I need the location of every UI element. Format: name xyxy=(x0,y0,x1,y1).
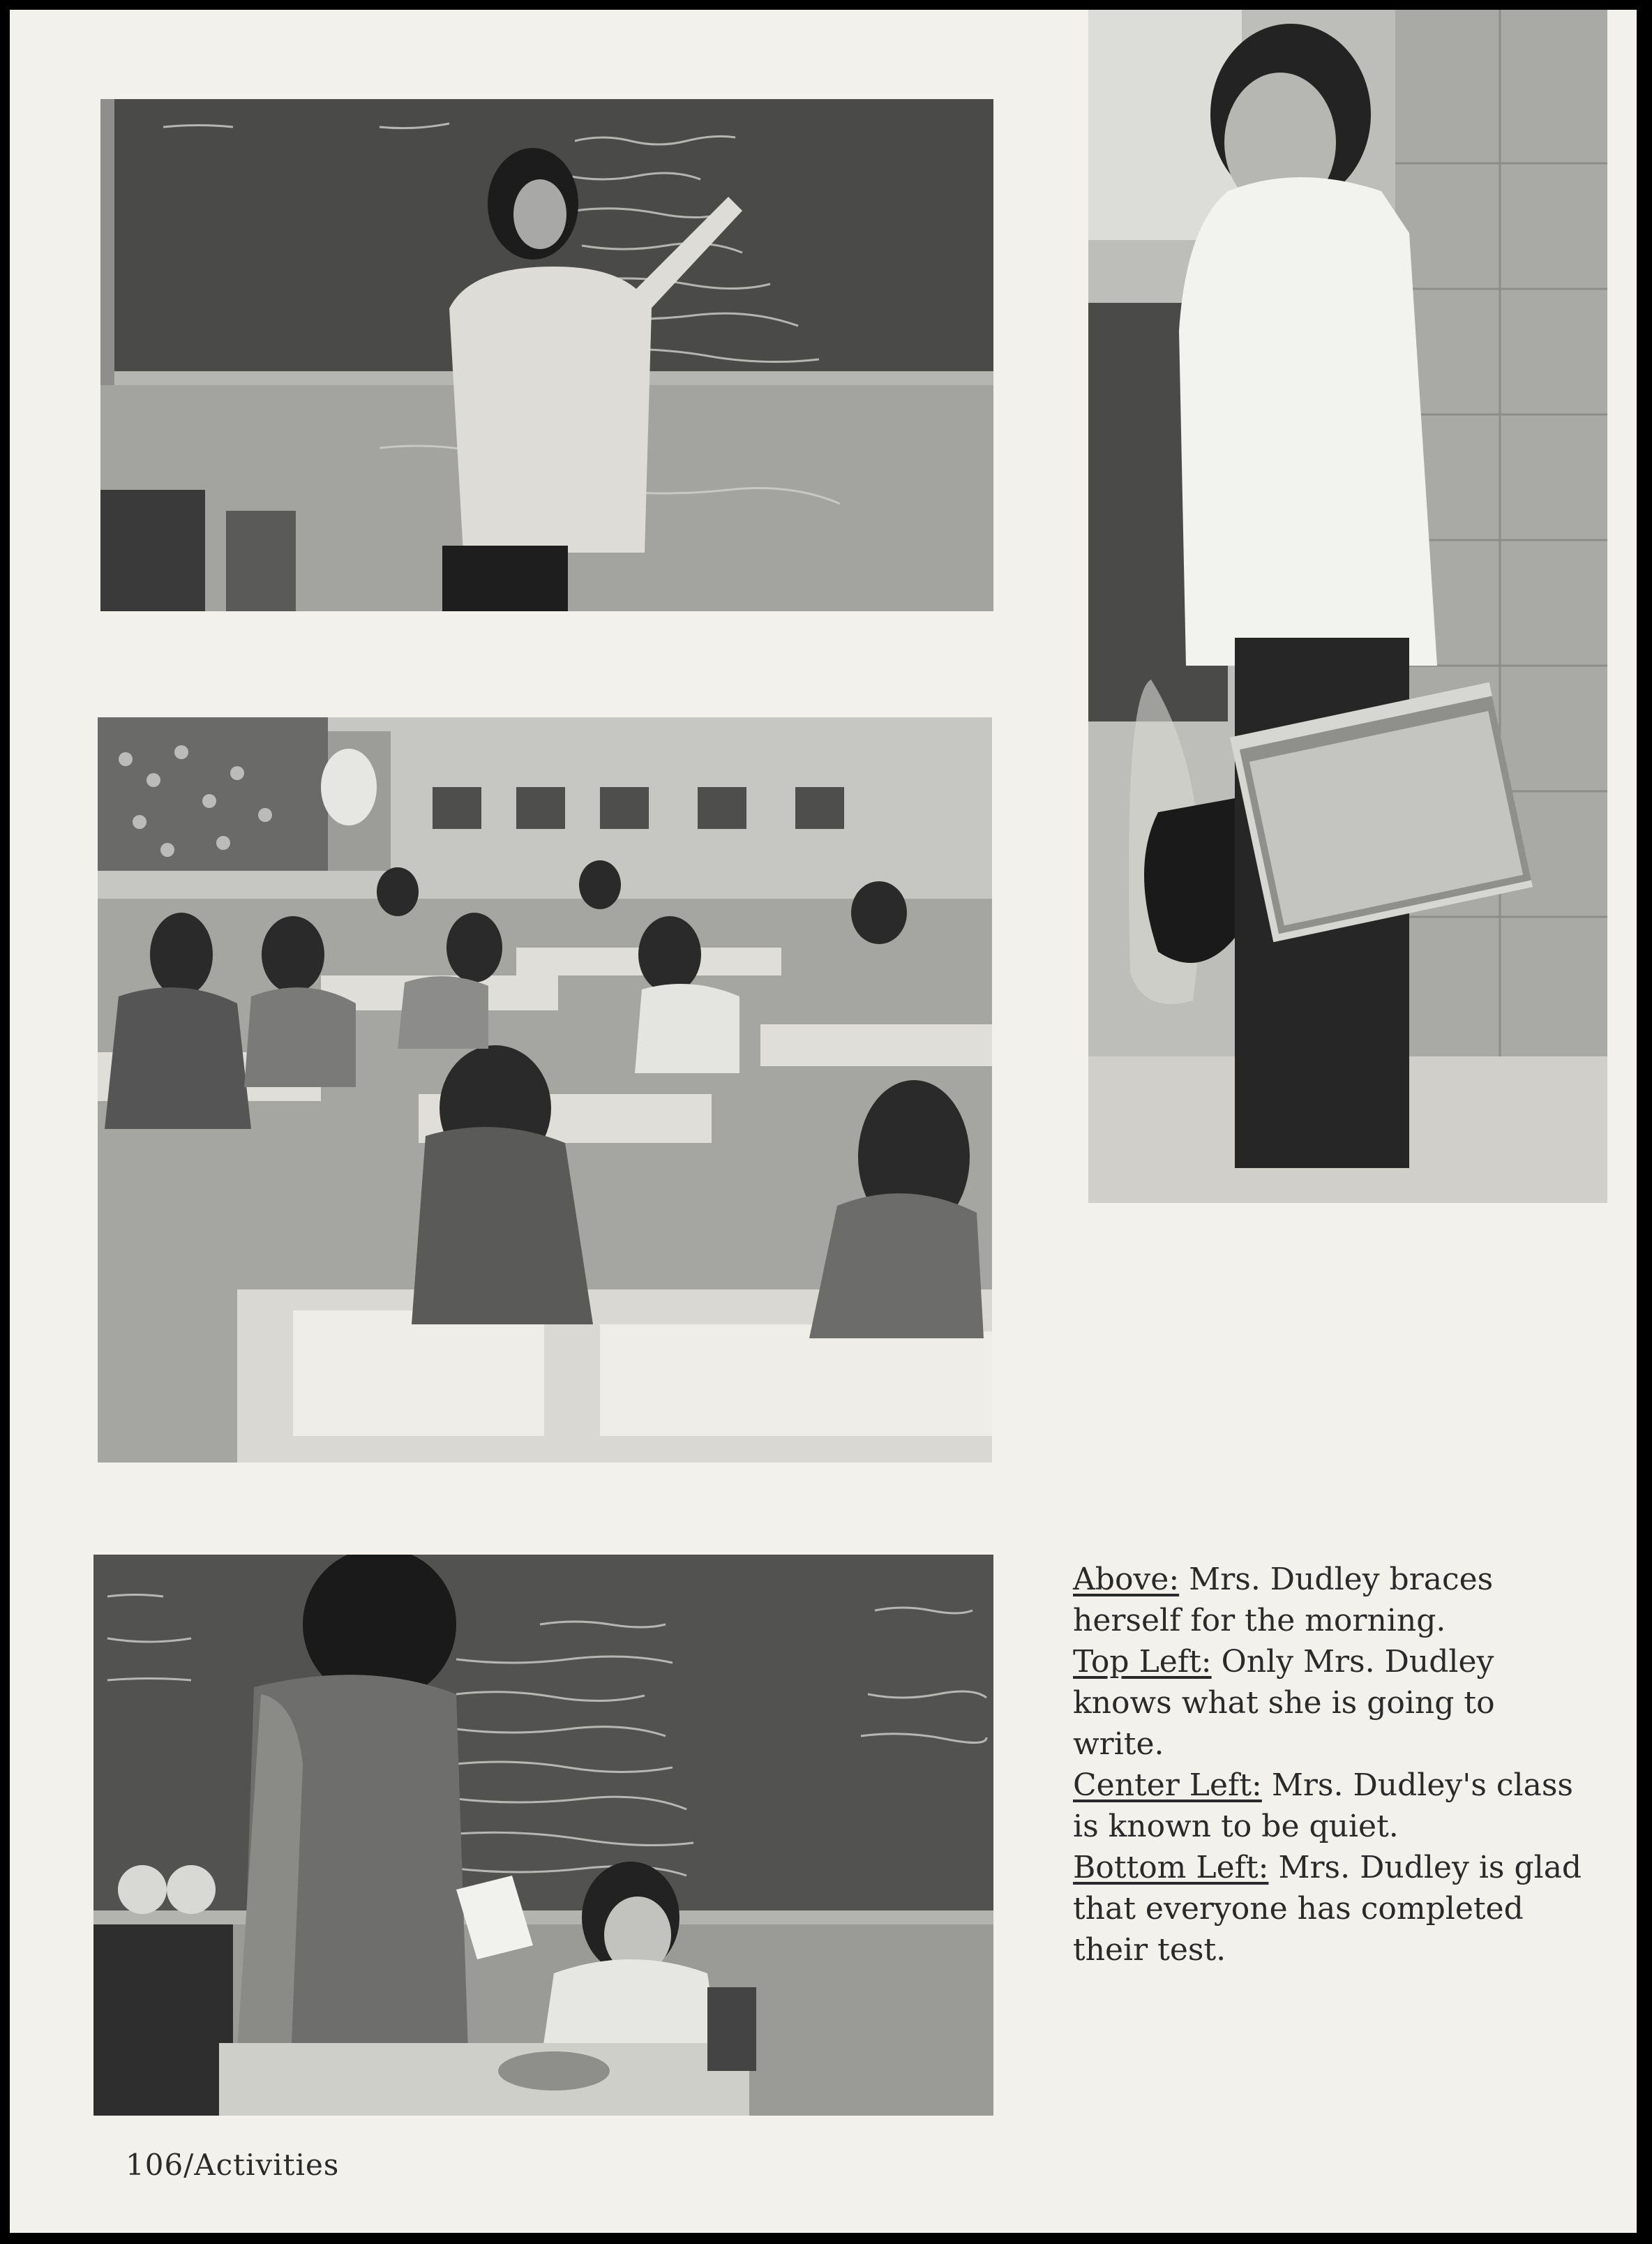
caption-bottom-left xyxy=(1073,1847,1589,1970)
caption-center-left xyxy=(1073,1765,1589,1847)
caption-label-top-left: Top Left: xyxy=(1073,1644,1212,1680)
photo-captions xyxy=(1073,1559,1589,1970)
yearbook-page xyxy=(10,10,1637,2233)
caption-above xyxy=(1073,1559,1589,1641)
page-folio: 106/Activities xyxy=(126,2148,340,2182)
caption-top-left xyxy=(1073,1641,1589,1765)
photo-center-left-classroom xyxy=(98,717,992,1463)
caption-text-center-left: Mrs. Dudley's class is known to be quiet. xyxy=(1073,1767,1574,1844)
caption-label-center-left: Center Left: xyxy=(1073,1767,1262,1803)
photo-top-left-chalkboard xyxy=(100,99,993,611)
photo-bottom-left-desk xyxy=(93,1555,993,2116)
caption-text-bottom-left: Mrs. Dudley is glad that everyone has completed their test. xyxy=(1073,1850,1582,1968)
photo-right-image xyxy=(1088,10,1607,1203)
caption-text-top-left: Only Mrs. Dudley knows what she is going to write. xyxy=(1073,1644,1495,1762)
photo-right-tall xyxy=(1088,10,1607,1203)
caption-text-above: Mrs. Dudley braces herself for the morning. xyxy=(1073,1562,1494,1638)
photo-top-left-image xyxy=(100,99,993,611)
photo-bottom-left-image xyxy=(93,1555,993,2116)
photo-center-left-image xyxy=(98,717,992,1463)
caption-label-bottom-left: Bottom Left: xyxy=(1073,1850,1269,1885)
caption-label-above: Above: xyxy=(1073,1562,1180,1597)
